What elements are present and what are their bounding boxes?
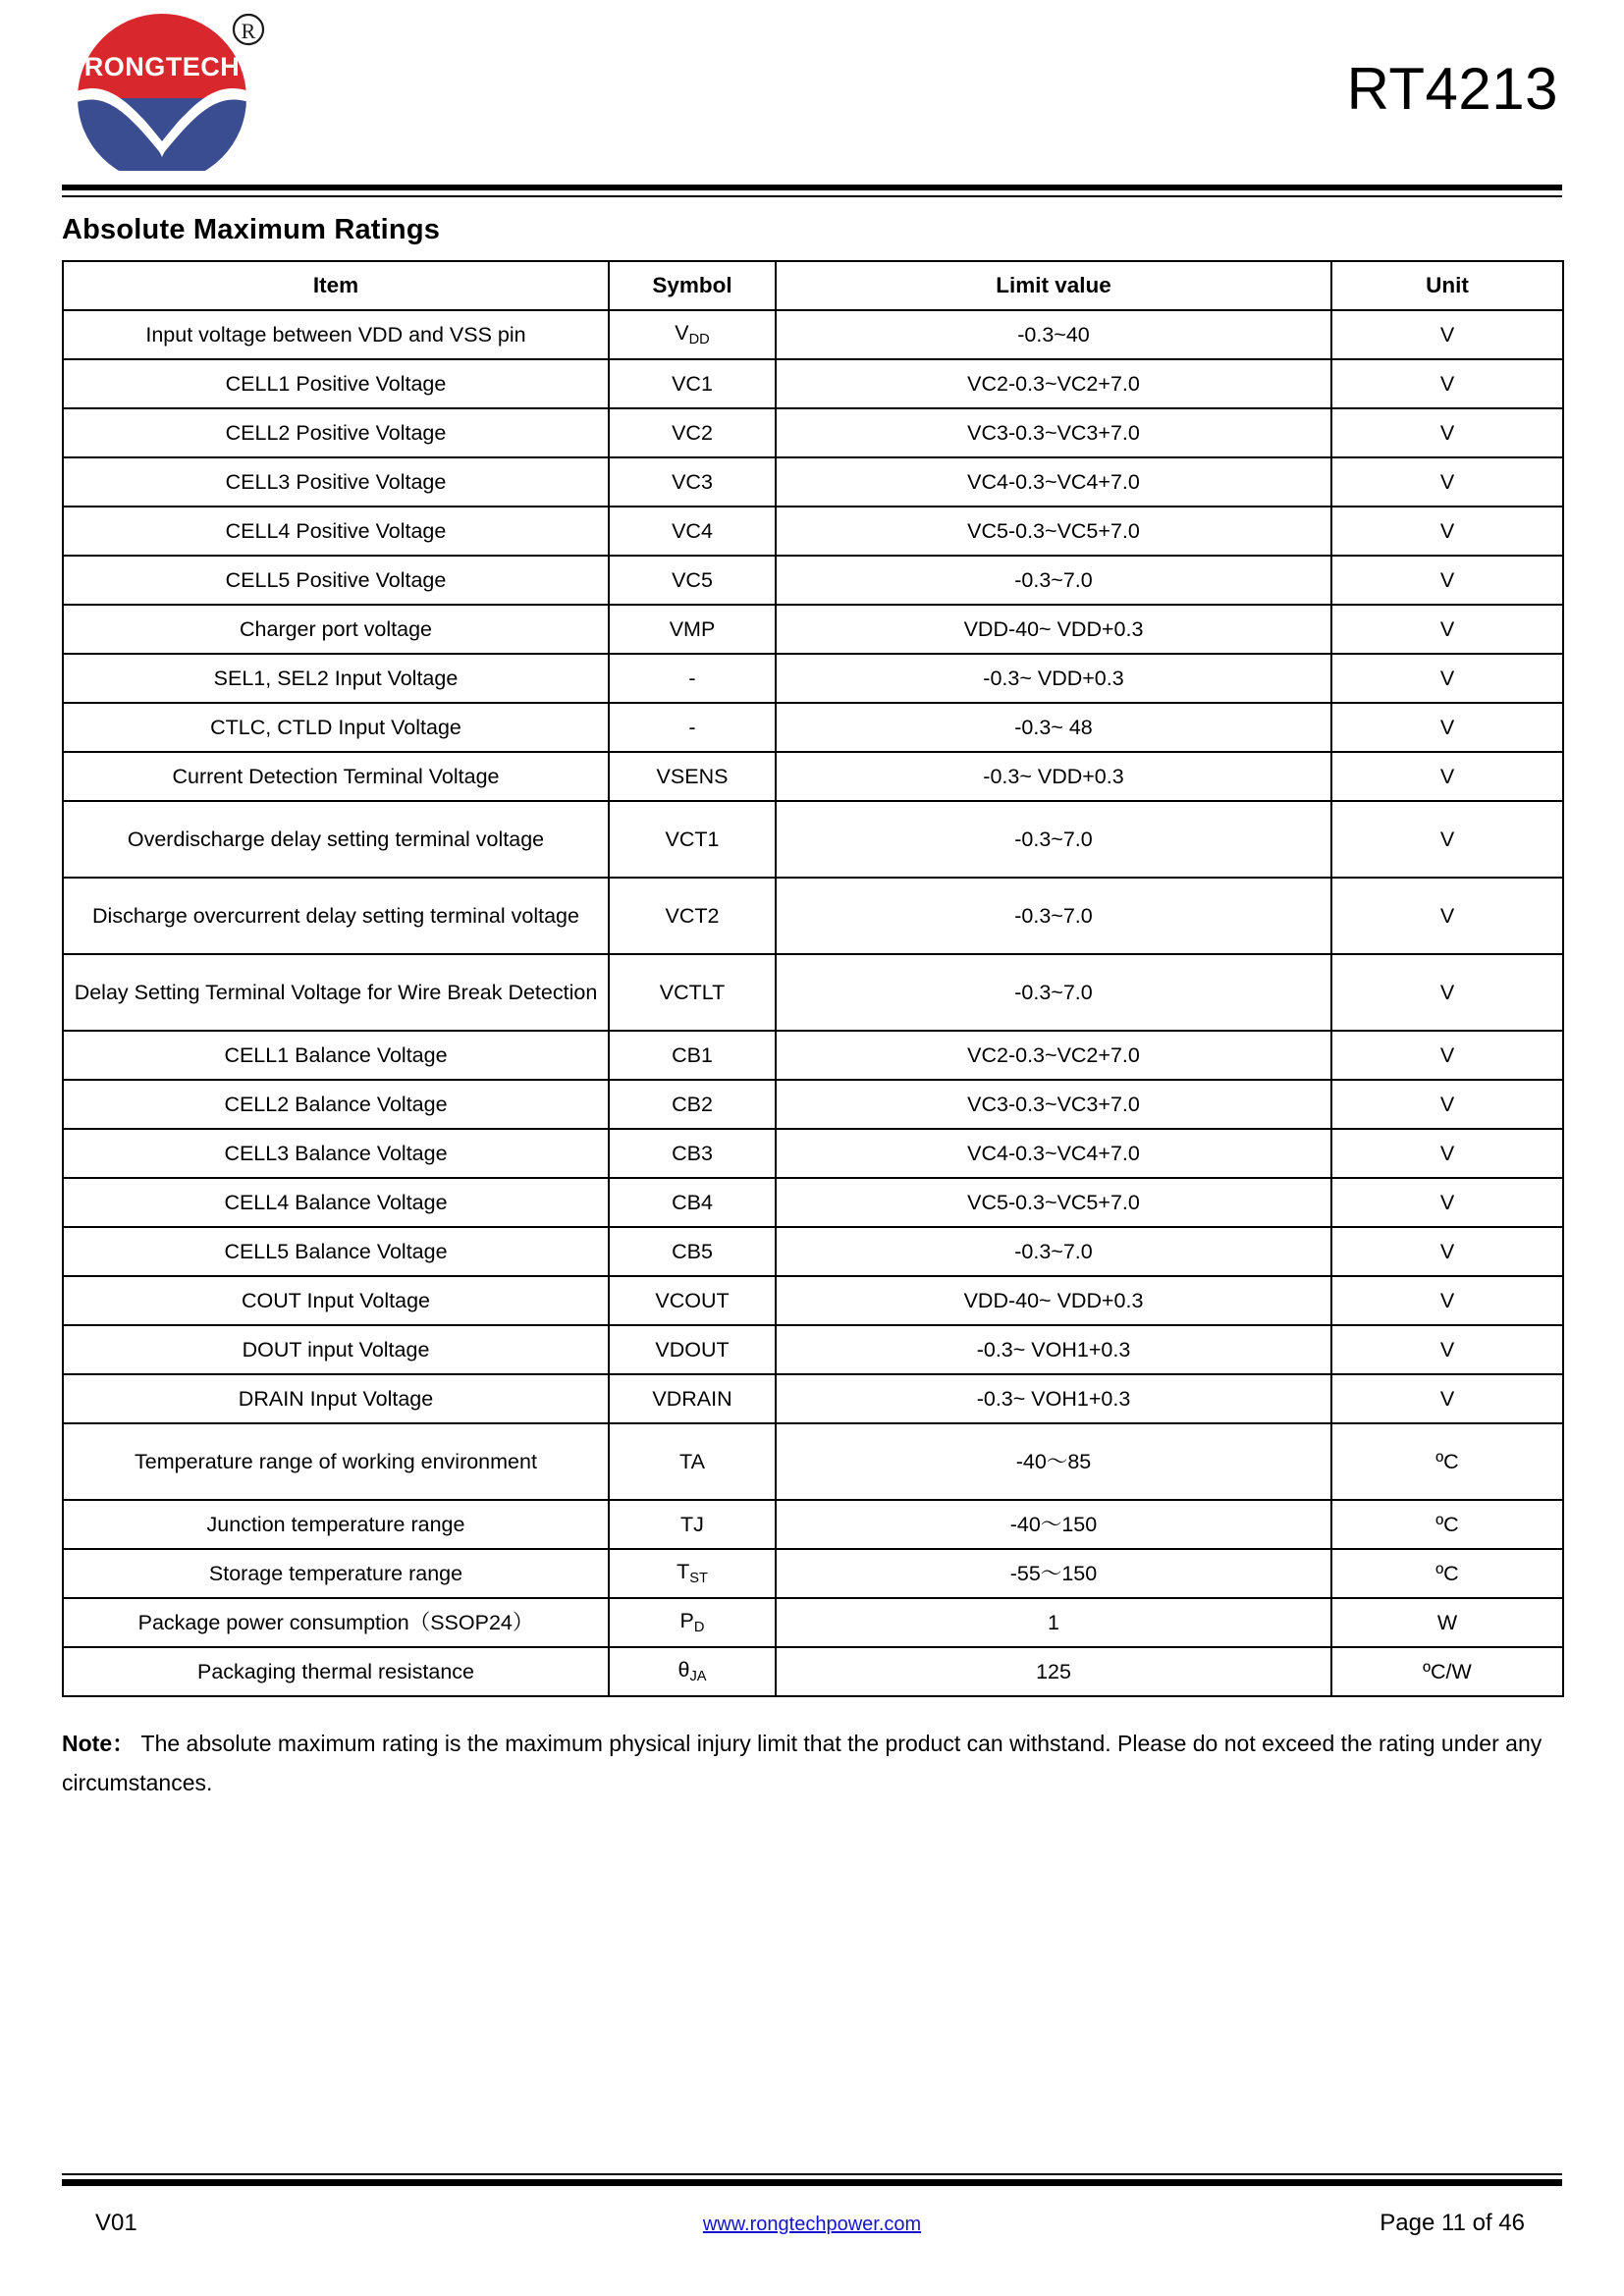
- cell-symbol: [609, 310, 776, 359]
- cell-limit-value: VC5-0.3~VC5+7.0: [776, 507, 1331, 556]
- cell-unit: ºC: [1331, 1423, 1563, 1500]
- rongtech-logo-icon: [64, 4, 290, 171]
- cell-limit-value: -55～150: [776, 1549, 1331, 1598]
- table-row: [63, 1423, 1563, 1500]
- cell-limit-value: -0.3~ VOH1+0.3: [776, 1374, 1331, 1423]
- cell-limit-value: VC5-0.3~VC5+7.0: [776, 1178, 1331, 1227]
- table-row: [63, 1178, 1563, 1227]
- page-number: Page 11 of 46: [1380, 2210, 1525, 2236]
- cell-limit-value: -40～85: [776, 1423, 1331, 1500]
- table-row: [63, 1325, 1563, 1374]
- cell-item: Discharge overcurrent delay setting terminal voltage: [63, 878, 609, 954]
- cell-item: Delay Setting Terminal Voltage for Wire Break Detection: [63, 954, 609, 1031]
- cell-item: Temperature range of working environment: [63, 1423, 609, 1500]
- note-label: Note：: [62, 1731, 135, 1756]
- table-row: [63, 1276, 1563, 1325]
- website-link[interactable]: www.rongtechpower.com: [702, 2214, 922, 2235]
- cell-limit-value: VC3-0.3~VC3+7.0: [776, 1080, 1331, 1129]
- website-link-wrap: [557, 2210, 1067, 2237]
- cell-unit: V: [1331, 752, 1563, 801]
- table-row: [63, 878, 1563, 954]
- table-row: [63, 1227, 1563, 1276]
- cell-symbol: -: [609, 703, 776, 752]
- cell-symbol: TJ: [609, 1500, 776, 1549]
- cell-limit-value: -0.3~7.0: [776, 1227, 1331, 1276]
- column-header-unit: Unit: [1331, 261, 1563, 310]
- part-number-title: RT4213: [1346, 56, 1558, 122]
- cell-unit: V: [1331, 408, 1563, 457]
- cell-unit: W: [1331, 1598, 1563, 1647]
- symbol-subscript: ST: [689, 1571, 708, 1587]
- table-row: [63, 310, 1563, 359]
- cell-limit-value: -0.3~7.0: [776, 954, 1331, 1031]
- symbol-subscript: DD: [688, 332, 710, 348]
- cell-item: COUT Input Voltage: [63, 1276, 609, 1325]
- cell-symbol: VC5: [609, 556, 776, 605]
- column-header-item: Item: [63, 261, 609, 310]
- cell-symbol: CB2: [609, 1080, 776, 1129]
- table-row: [63, 1647, 1563, 1696]
- cell-limit-value: -40～150: [776, 1500, 1331, 1549]
- cell-unit: V: [1331, 1129, 1563, 1178]
- cell-unit: V: [1331, 310, 1563, 359]
- page-header: [62, 0, 1562, 177]
- cell-limit-value: -0.3~ 48: [776, 703, 1331, 752]
- cell-item: CELL5 Balance Voltage: [63, 1227, 609, 1276]
- cell-limit-value: VDD-40~ VDD+0.3: [776, 1276, 1331, 1325]
- cell-item: CTLC, CTLD Input Voltage: [63, 703, 609, 752]
- document-version: V01: [95, 2210, 137, 2236]
- symbol-base: θ: [677, 1658, 690, 1682]
- cell-unit: V: [1331, 359, 1563, 408]
- registered-trademark-icon: [234, 15, 263, 44]
- cell-symbol: CB1: [609, 1031, 776, 1080]
- cell-unit: V: [1331, 1276, 1563, 1325]
- cell-limit-value: -0.3~7.0: [776, 801, 1331, 878]
- table-row: [63, 359, 1563, 408]
- cell-unit: V: [1331, 1374, 1563, 1423]
- cell-limit-value: -0.3~ VOH1+0.3: [776, 1325, 1331, 1374]
- cell-item: DRAIN Input Voltage: [63, 1374, 609, 1423]
- table-row: [63, 507, 1563, 556]
- table-row: [63, 605, 1563, 654]
- cell-symbol: TA: [609, 1423, 776, 1500]
- cell-item: CELL5 Positive Voltage: [63, 556, 609, 605]
- cell-symbol: VCT2: [609, 878, 776, 954]
- cell-symbol: VC4: [609, 507, 776, 556]
- cell-limit-value: -0.3~ VDD+0.3: [776, 654, 1331, 703]
- cell-item: Package power consumption（SSOP24）: [63, 1598, 609, 1647]
- cell-limit-value: 125: [776, 1647, 1331, 1696]
- cell-item: CELL3 Balance Voltage: [63, 1129, 609, 1178]
- table-row: [63, 1080, 1563, 1129]
- table-row: [63, 408, 1563, 457]
- cell-item: Packaging thermal resistance: [63, 1647, 609, 1696]
- cell-symbol: VCOUT: [609, 1276, 776, 1325]
- table-row: [63, 954, 1563, 1031]
- cell-symbol: [609, 1598, 776, 1647]
- symbol-subscript: D: [693, 1620, 705, 1636]
- cell-symbol: [609, 1549, 776, 1598]
- cell-limit-value: VC2-0.3~VC2+7.0: [776, 1031, 1331, 1080]
- column-header-limit: Limit value: [776, 261, 1331, 310]
- symbol-base: T: [677, 1560, 690, 1584]
- cell-item: CELL1 Balance Voltage: [63, 1031, 609, 1080]
- rongtech-logo: [64, 4, 290, 171]
- symbol-base: V: [675, 321, 689, 346]
- page-footer: [62, 2202, 1562, 2245]
- cell-unit: V: [1331, 457, 1563, 507]
- cell-item: Overdischarge delay setting terminal voltage: [63, 801, 609, 878]
- table-row: [63, 703, 1563, 752]
- table-row: [63, 1598, 1563, 1647]
- section-title: Absolute Maximum Ratings: [62, 214, 441, 245]
- cell-unit: V: [1331, 1227, 1563, 1276]
- cell-item: CELL4 Balance Voltage: [63, 1178, 609, 1227]
- header-divider: [62, 185, 1562, 197]
- cell-limit-value: -0.3~40: [776, 310, 1331, 359]
- table-row: [63, 556, 1563, 605]
- column-header-symbol: Symbol: [609, 261, 776, 310]
- cell-item: CELL2 Positive Voltage: [63, 408, 609, 457]
- table-row: [63, 1549, 1563, 1598]
- cell-unit: V: [1331, 878, 1563, 954]
- table-body: [63, 310, 1563, 1696]
- cell-unit: V: [1331, 654, 1563, 703]
- cell-symbol: CB3: [609, 1129, 776, 1178]
- cell-symbol: VMP: [609, 605, 776, 654]
- symbol-base: P: [679, 1609, 694, 1633]
- cell-unit: V: [1331, 1178, 1563, 1227]
- cell-unit: V: [1331, 507, 1563, 556]
- cell-limit-value: VC4-0.3~VC4+7.0: [776, 1129, 1331, 1178]
- cell-item: CELL1 Positive Voltage: [63, 359, 609, 408]
- cell-item: CELL3 Positive Voltage: [63, 457, 609, 507]
- cell-symbol: VDRAIN: [609, 1374, 776, 1423]
- cell-limit-value: 1: [776, 1598, 1331, 1647]
- cell-unit: V: [1331, 1031, 1563, 1080]
- cell-unit: V: [1331, 954, 1563, 1031]
- cell-limit-value: VDD-40~ VDD+0.3: [776, 605, 1331, 654]
- table-row: [63, 654, 1563, 703]
- cell-item: DOUT input Voltage: [63, 1325, 609, 1374]
- table-header: [63, 261, 1563, 310]
- cell-unit: V: [1331, 1325, 1563, 1374]
- note-text: The absolute maximum rating is the maximum physical injury limit that the product can withstand. Please do not exceed the rating under any circumstances.: [62, 1731, 1543, 1795]
- cell-item: Storage temperature range: [63, 1549, 609, 1598]
- cell-unit: ºC: [1331, 1500, 1563, 1549]
- cell-symbol: VCTLT: [609, 954, 776, 1031]
- cell-unit: V: [1331, 801, 1563, 878]
- cell-symbol: VC2: [609, 408, 776, 457]
- table-row: [63, 1500, 1563, 1549]
- cell-item: Input voltage between VDD and VSS pin: [63, 310, 609, 359]
- cell-unit: V: [1331, 556, 1563, 605]
- table-row: [63, 1129, 1563, 1178]
- cell-item: CELL2 Balance Voltage: [63, 1080, 609, 1129]
- cell-item: Charger port voltage: [63, 605, 609, 654]
- table-row: [63, 1031, 1563, 1080]
- table-header-row: [63, 261, 1563, 310]
- table-row: [63, 457, 1563, 507]
- symbol-subscript: JA: [689, 1669, 707, 1685]
- cell-symbol: VSENS: [609, 752, 776, 801]
- cell-unit: V: [1331, 605, 1563, 654]
- cell-symbol: -: [609, 654, 776, 703]
- svg-text:R: R: [241, 19, 256, 43]
- cell-symbol: VC1: [609, 359, 776, 408]
- footer-divider: [62, 2173, 1562, 2186]
- cell-limit-value: VC2-0.3~VC2+7.0: [776, 359, 1331, 408]
- cell-unit: ºC/W: [1331, 1647, 1563, 1696]
- table-row: [63, 801, 1563, 878]
- note-paragraph: [62, 1725, 1562, 1802]
- table-row: [63, 752, 1563, 801]
- cell-symbol: VC3: [609, 457, 776, 507]
- cell-symbol: CB5: [609, 1227, 776, 1276]
- cell-symbol: [609, 1647, 776, 1696]
- absolute-maximum-ratings-table: [62, 260, 1564, 1697]
- cell-item: Junction temperature range: [63, 1500, 609, 1549]
- cell-symbol: VDOUT: [609, 1325, 776, 1374]
- cell-unit: V: [1331, 703, 1563, 752]
- cell-limit-value: -0.3~ VDD+0.3: [776, 752, 1331, 801]
- cell-symbol: CB4: [609, 1178, 776, 1227]
- cell-symbol: VCT1: [609, 801, 776, 878]
- cell-item: SEL1, SEL2 Input Voltage: [63, 654, 609, 703]
- cell-item: CELL4 Positive Voltage: [63, 507, 609, 556]
- cell-limit-value: -0.3~7.0: [776, 878, 1331, 954]
- cell-limit-value: -0.3~7.0: [776, 556, 1331, 605]
- logo-wordmark: RONGTECH: [83, 52, 241, 81]
- cell-limit-value: VC4-0.3~VC4+7.0: [776, 457, 1331, 507]
- table-row: [63, 1374, 1563, 1423]
- cell-unit: V: [1331, 1080, 1563, 1129]
- cell-limit-value: VC3-0.3~VC3+7.0: [776, 408, 1331, 457]
- cell-item: Current Detection Terminal Voltage: [63, 752, 609, 801]
- cell-unit: ºC: [1331, 1549, 1563, 1598]
